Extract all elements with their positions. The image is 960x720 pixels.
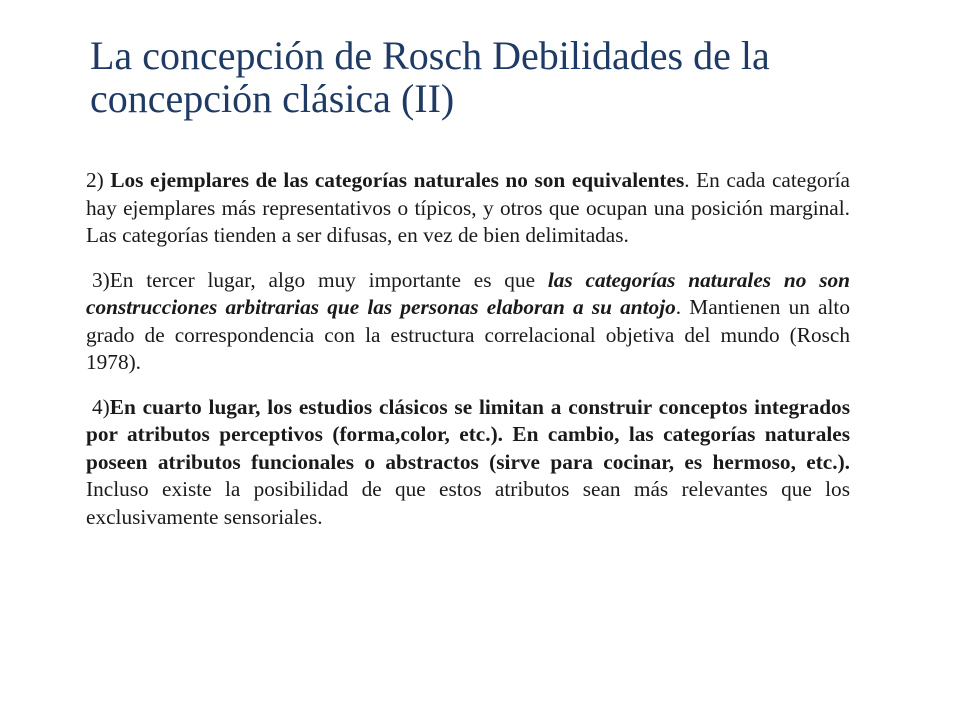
paragraph-point-2	[86, 167, 850, 250]
text-segment-bold-italic: las categorías naturales no son construcciones arbitrarias que las personas elaboran a su antojo	[86, 267, 850, 319]
paragraph-point-3	[86, 267, 850, 377]
text-segment-bold: En cuarto lugar, los estudios clásicos se limitan a construir conceptos integrados por atributos perceptivos (forma,color, etc.). En cambio, las categorías naturales poseen atributos funcionales o abstractos (sirve para cocinar, es hermoso, etc.).	[86, 394, 850, 474]
text-segment: . En cada categoría hay ejemplares más representativos o típicos, y otros que ocupan una posición marginal. Las categorías tienden a ser difusas, en vez de bien delimitadas.	[86, 168, 850, 247]
text-segment-bold: Los ejemplares de las categorías naturales no son equivalentes	[110, 168, 685, 192]
text-segment: 4)	[92, 394, 110, 419]
slide-body	[86, 167, 850, 548]
slide-title: La concepción de Rosch Debilidades de la concepción clásica (II)	[90, 33, 770, 121]
text-segment: Incluso existe la posibilidad de que estos atributos sean más relevantes que los exclusivamente sensoriales.	[86, 477, 850, 529]
text-segment: 3)En tercer lugar, algo muy importante es que	[92, 267, 548, 292]
text-segment: . Mantienen un alto grado de correspondencia con la estructura correlacional objetiva del mundo (Rosch 1978).	[86, 295, 850, 374]
paragraph-point-4	[86, 394, 850, 532]
text-segment: 2)	[86, 168, 111, 192]
